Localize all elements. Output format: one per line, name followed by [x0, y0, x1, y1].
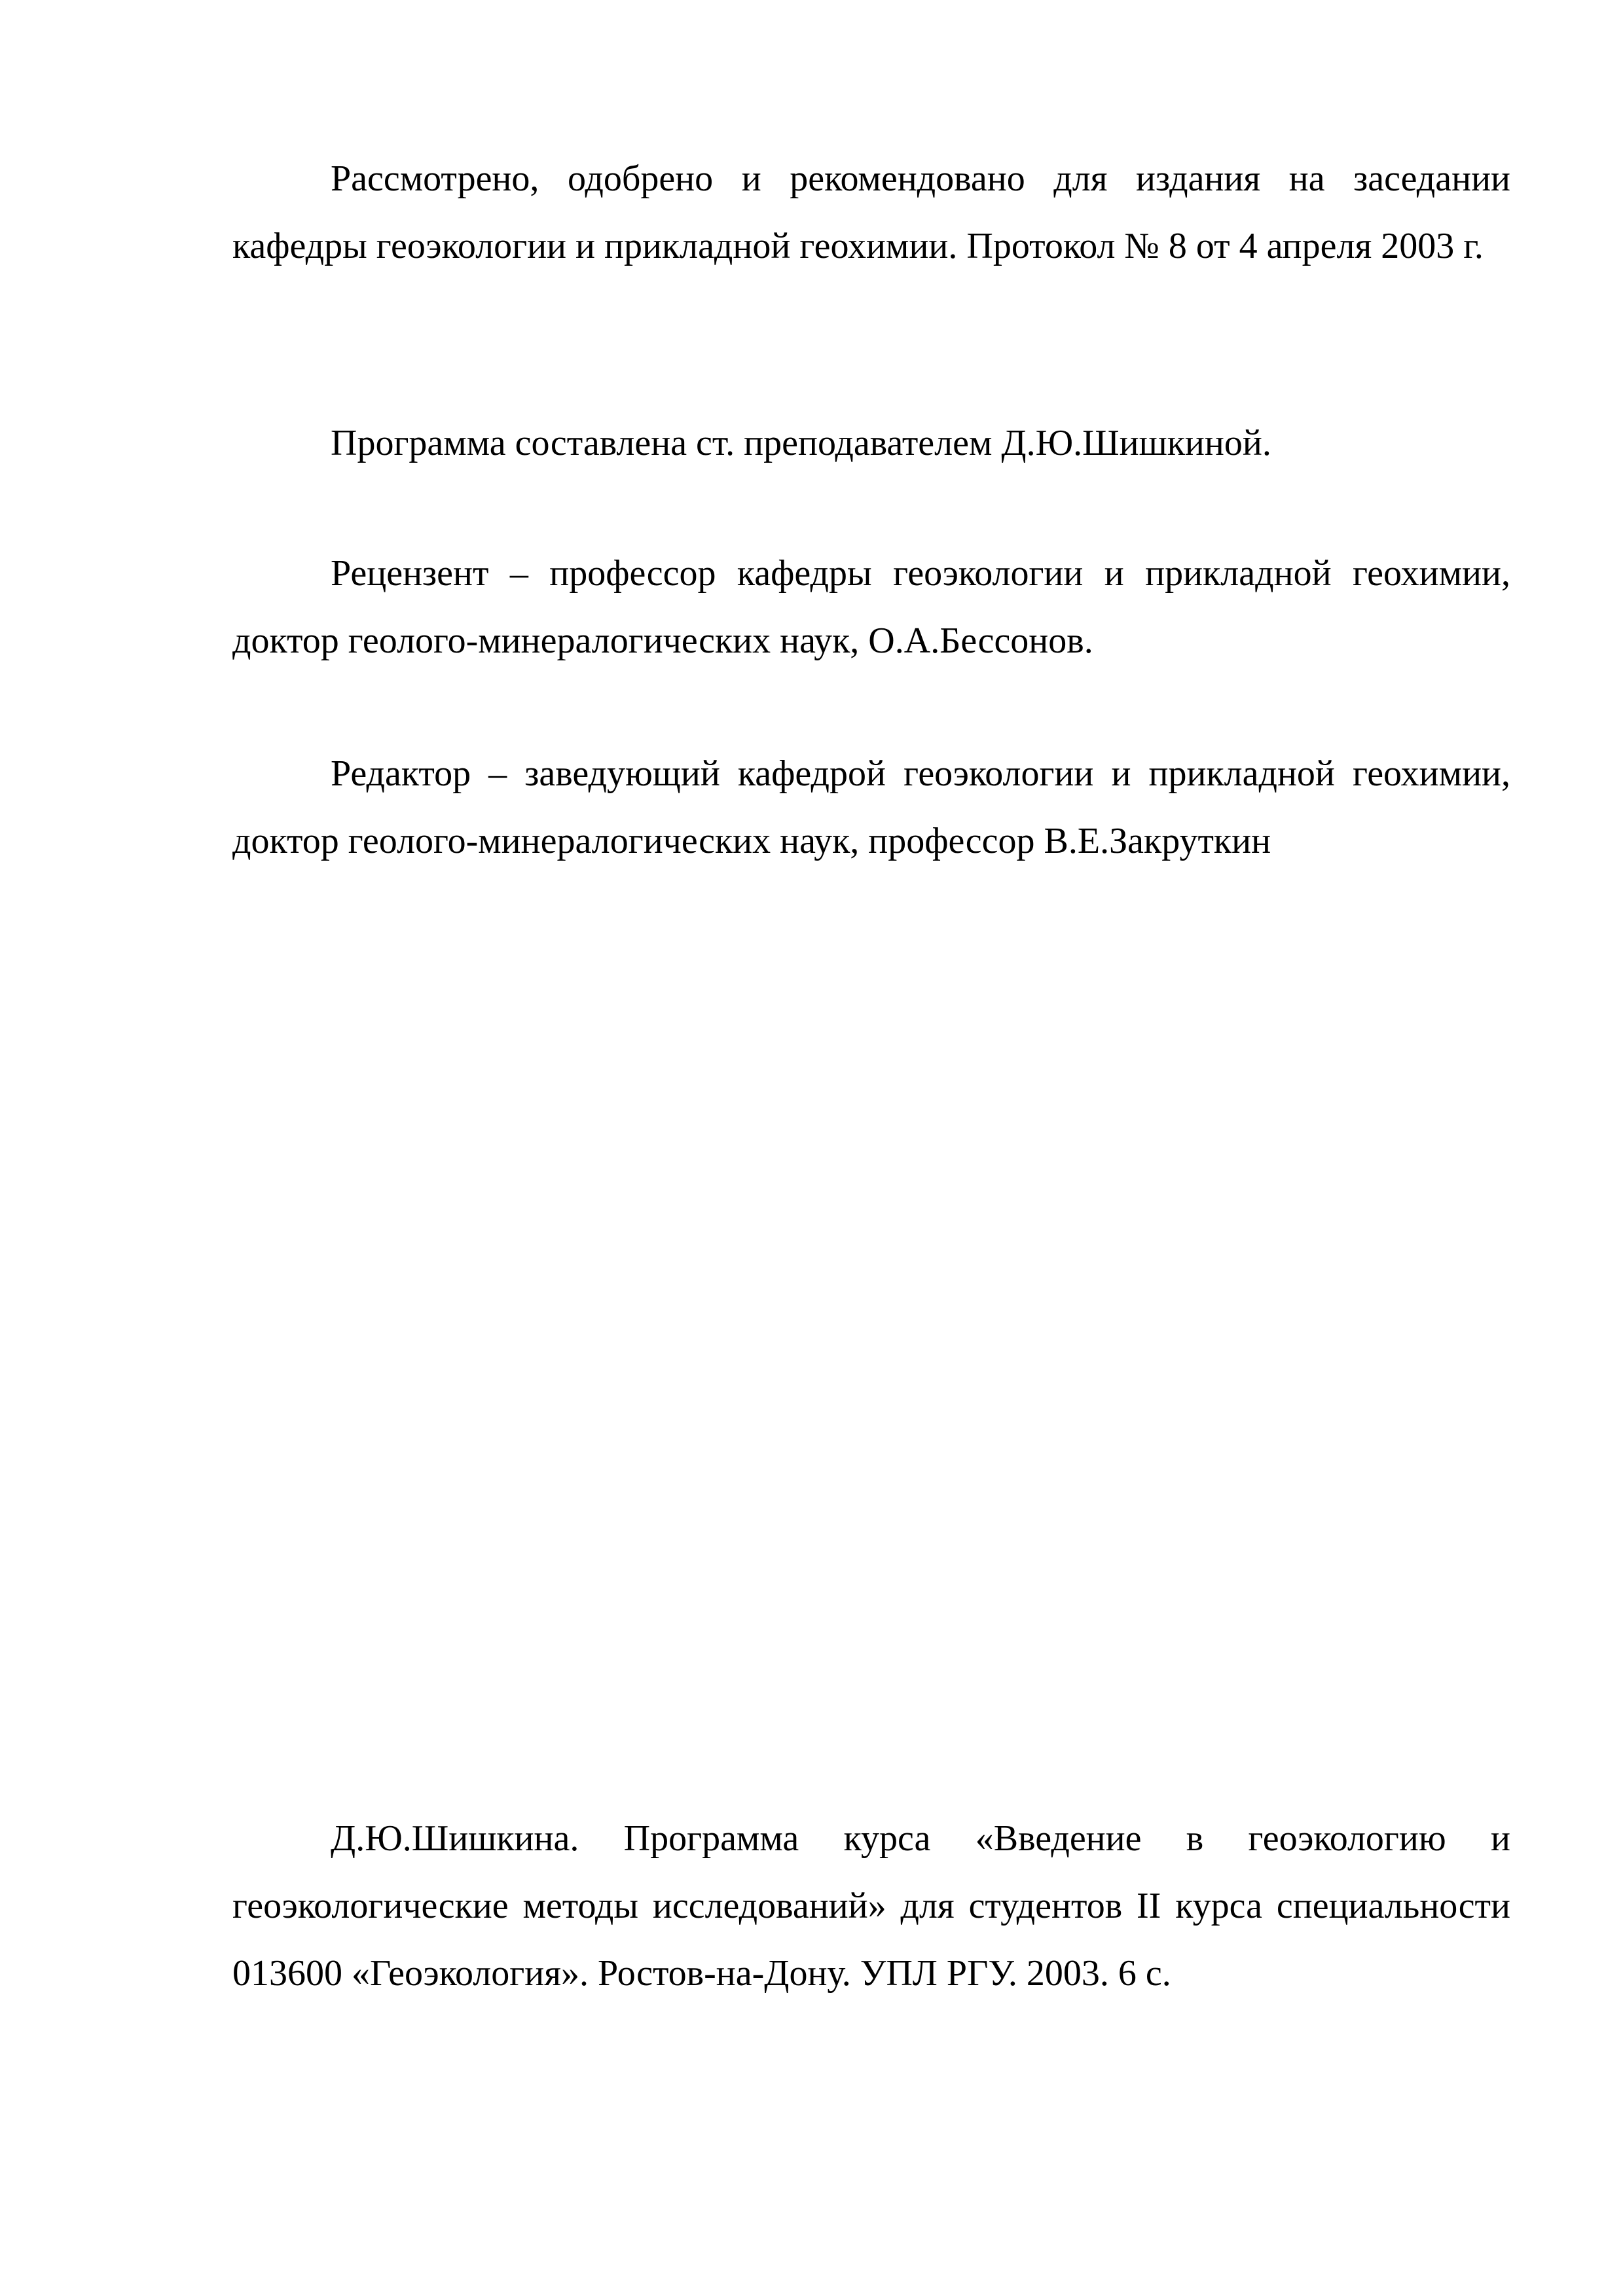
reviewer-paragraph: Рецензент – профессор кафедры геоэкологии и прикладной геохимии, доктор геолого-минералогических наук, О.А.Бессонов.: [232, 553, 1510, 661]
author-paragraph: Программа составлена ст. преподавателем Д.Ю.Шишкиной.: [331, 423, 1271, 463]
bibliographic-reference: Д.Ю.Шишкина. Программа курса «Введение в геоэкологию и геоэкологические методы исследований» для студентов II курса специальности 013600 «Геоэкология». Ростов-на-Дону. УПЛ РГУ. 2003. 6 с.: [232, 1818, 1510, 1994]
editor-paragraph: Редактор – заведующий кафедрой геоэкологии и прикладной геохимии, доктор геолого-минералогических наук, профессор В.Е.Закруткин: [232, 753, 1510, 861]
approval-paragraph: Рассмотрено, одобрено и рекомендовано для издания на заседании кафедры геоэкологии и прикладной геохимии. Протокол № 8 от 4 апреля 2003 г.: [232, 158, 1510, 266]
